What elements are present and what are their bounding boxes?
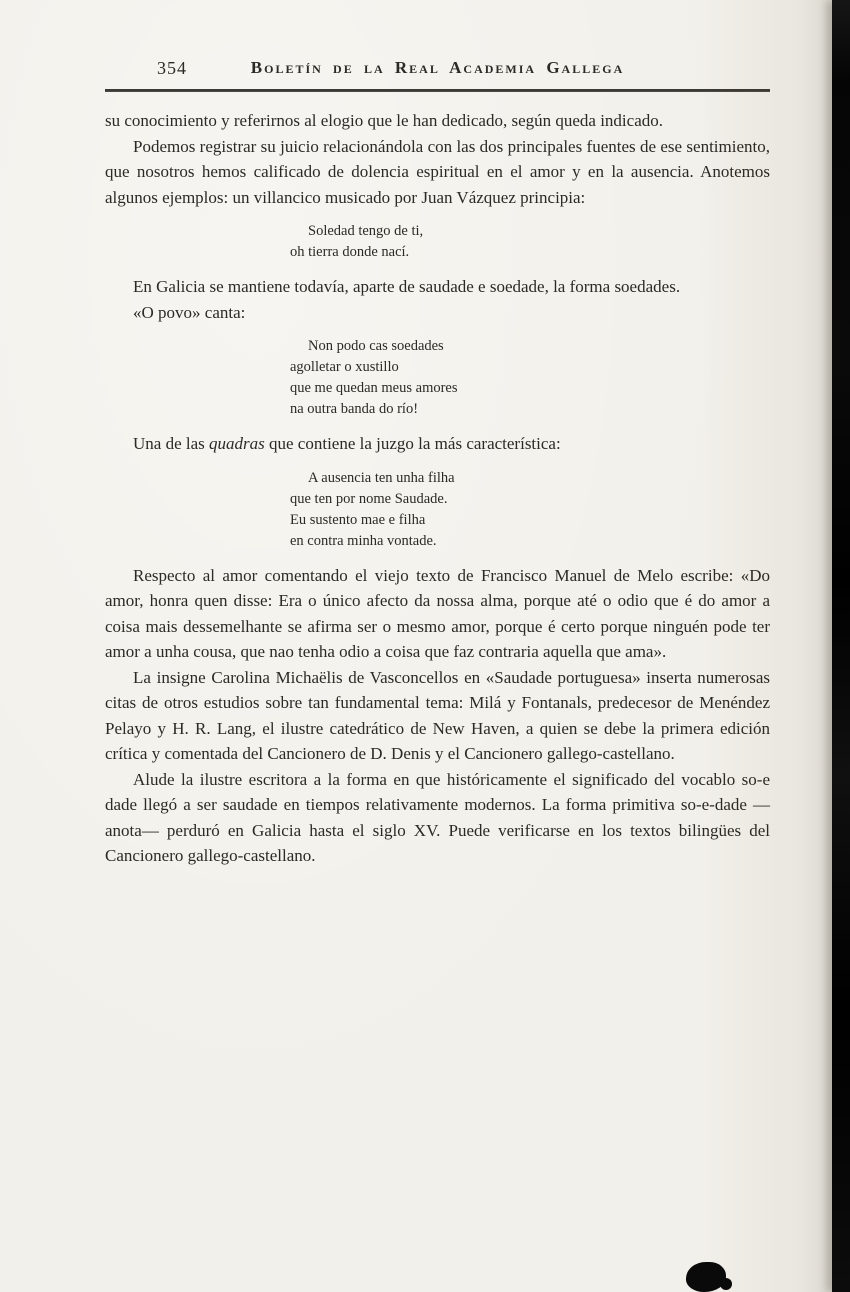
verse-block xyxy=(290,336,770,420)
verse-line: que ten por nome Saudade. xyxy=(290,490,448,507)
scan-edge-bar xyxy=(832,0,850,1292)
ink-blot xyxy=(686,1262,726,1292)
journal-title: Boletín de la Real Academia Gallega xyxy=(250,58,625,77)
paragraph xyxy=(105,300,770,326)
verse-line: Non podo cas soedades xyxy=(308,338,444,354)
verse-line: agolletar o xustillo xyxy=(290,359,399,375)
verse-line: en contra minha vontade. xyxy=(290,532,437,549)
text-run: La insigne Carolina Michaëlis de Vasconcellos en «Saudade portuguesa» inserta numerosas citas de otros estudios sobre tan fundamental tema: Milá y Fontanals, predecesor de Menéndez Pelayo y H. R. Lang, el ilustre catedrático de New Haven, a quien se debe la primera edición crítica y comentada del Cancionero de D. Denis y el Cancionero gallego-castellano. xyxy=(105,667,770,763)
text-run: su conocimiento y referirnos al elogio que le han dedicado, según queda indicado. xyxy=(105,111,663,130)
verse-line: oh tierra donde nací. xyxy=(290,244,410,260)
text-run: Podemos registrar su juicio relacionándola con las dos principales fuentes de ese sentimiento, que nosotros hemos calificado de dolencia espiritual en el amor y en la ausencia. Anotemos algunos ejemplos: un villancico musicado por Juan Vázquez principia: xyxy=(105,136,770,207)
italic-text: quadras xyxy=(209,434,265,453)
paragraph xyxy=(105,274,770,300)
verse-line: Soledad tengo de ti, xyxy=(308,223,424,239)
page-header xyxy=(105,0,770,84)
paragraph xyxy=(105,108,770,134)
verse-block xyxy=(290,468,770,552)
text-run: Una de las xyxy=(133,434,210,453)
text-run: «O povo» canta: xyxy=(133,302,246,322)
body-content xyxy=(105,108,770,869)
paragraph xyxy=(105,134,770,211)
text-run: que contiene la juzgo la más característica: xyxy=(264,434,561,453)
text-run: Respecto al amor comentando el viejo texto de Francisco Manuel de Melo escribe: «Do amor, honra quen disse: Era o único afecto da nossa alma, porque até o odio que é do amor a coisa mais dessemelhante se afirma ser o mesmo amor, porque é certo porque ninguén pode ter amor a unha cousa, que nao tenha odio a coisa que faz contraria aquella que ama». xyxy=(105,565,770,661)
verse-line: A ausencia ten unha filha xyxy=(308,469,455,486)
header-rule xyxy=(105,89,770,92)
verse-block xyxy=(290,221,770,263)
paragraph xyxy=(105,431,770,457)
paragraph xyxy=(105,767,770,869)
verse-line: que me quedan meus amores xyxy=(290,380,458,396)
text-run: En Galicia se mantiene todavía, aparte de saudade e soedade, la forma soedades. xyxy=(133,277,681,296)
paragraph xyxy=(105,563,770,665)
page-number: 354 xyxy=(157,58,187,78)
verse-line: na outra banda do río! xyxy=(290,401,419,417)
paragraph xyxy=(105,665,770,767)
text-run: Alude la ilustre escritora a la forma en que históricamente el significado del vocablo so-e dade llegó a ser saudade en tiempos relativamente modernos. La forma primitiva so-e-dade —anota— perduró en Galicia hasta el siglo XV. Puede verificarse en los textos bilingües del Cancionero gallego-castellano. xyxy=(105,769,770,865)
verse-line: Eu sustento mae e filha xyxy=(290,511,426,528)
